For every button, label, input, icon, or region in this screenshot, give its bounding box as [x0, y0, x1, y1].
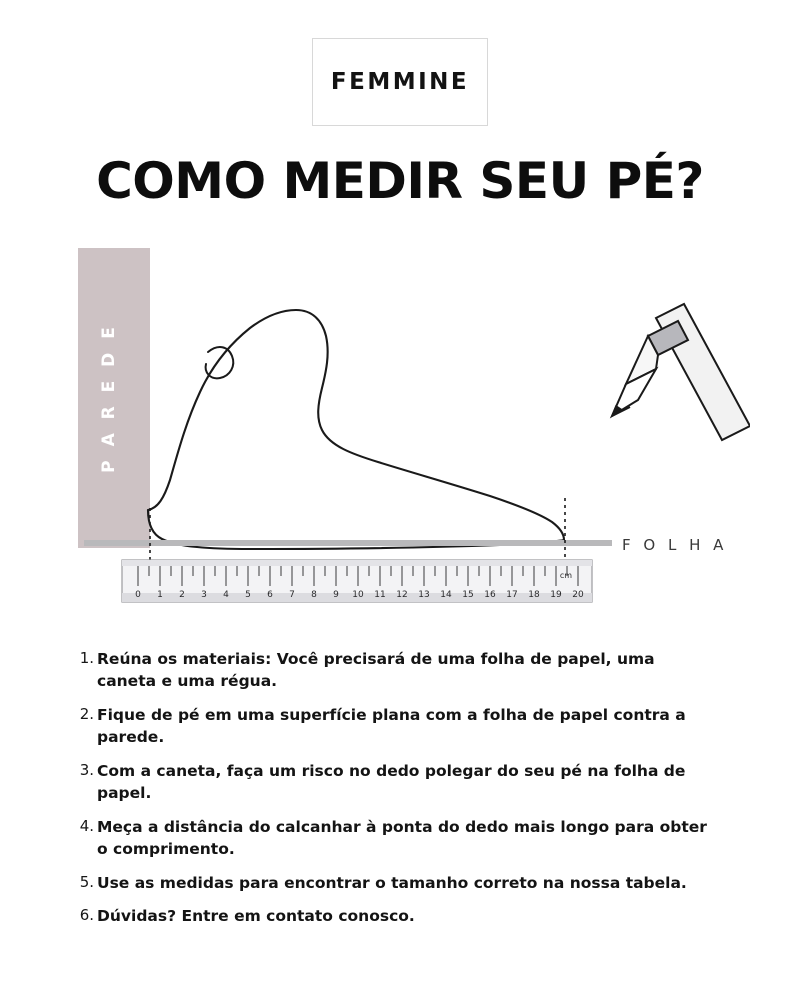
- step-text: Dúvidas? Entre em contato conosco.: [97, 907, 415, 926]
- list-item: [70, 816, 740, 861]
- sheet-line: [84, 540, 612, 546]
- list-item: [70, 760, 740, 805]
- step-text: Use as medidas para encontrar o tamanho correto na nossa tabela.: [97, 873, 687, 892]
- svg-text:3: 3: [201, 590, 207, 600]
- page-title: COMO MEDIR SEU PÉ?: [96, 152, 704, 210]
- foot-top-outline: [148, 310, 564, 540]
- sheet-label: F O L H A: [622, 536, 728, 554]
- step-number: 6.: [79, 906, 94, 925]
- list-item: [70, 872, 740, 894]
- pencil-icon: [612, 304, 750, 440]
- ruler-unit-label: cm: [559, 571, 573, 580]
- svg-text:15: 15: [462, 590, 474, 600]
- ruler-top-edge: [122, 560, 592, 566]
- svg-text:7: 7: [289, 590, 295, 600]
- svg-text:18: 18: [528, 590, 540, 600]
- svg-text:0: 0: [135, 590, 141, 600]
- list-item: [70, 905, 740, 927]
- svg-text:8: 8: [311, 590, 317, 600]
- step-number: 2.: [79, 704, 94, 723]
- svg-text:20: 20: [572, 590, 584, 600]
- svg-text:10: 10: [352, 590, 364, 600]
- svg-text:13: 13: [418, 590, 430, 600]
- list-item: [70, 648, 740, 693]
- svg-text:6: 6: [267, 590, 273, 600]
- foot-measure-diagram: [60, 240, 750, 620]
- step-text: Meça a distância do calcanhar à ponta do dedo mais longo para obter o comprimento.: [97, 817, 707, 859]
- svg-text:16: 16: [484, 590, 496, 600]
- step-text: Fique de pé em uma superfície plana com a folha de papel contra a parede.: [97, 705, 686, 747]
- wall-label: P A R E D E: [99, 323, 119, 473]
- svg-text:9: 9: [333, 590, 339, 600]
- step-text: Com a caneta, faça um risco no dedo polegar do seu pé na folha de papel.: [97, 761, 686, 803]
- svg-text:1: 1: [157, 590, 163, 600]
- svg-text:14: 14: [440, 590, 452, 600]
- svg-text:17: 17: [506, 590, 518, 600]
- step-number: 4.: [79, 816, 94, 835]
- steps-list: [70, 648, 740, 939]
- svg-text:2: 2: [179, 590, 185, 600]
- svg-text:4: 4: [223, 590, 229, 600]
- svg-text:5: 5: [245, 590, 251, 600]
- svg-text:11: 11: [374, 590, 386, 600]
- brand-logo-box: [312, 38, 488, 126]
- ruler-tick-labels: [135, 590, 584, 600]
- step-number: 1.: [79, 649, 94, 667]
- step-number: 3.: [79, 760, 94, 779]
- svg-text:19: 19: [550, 590, 562, 600]
- brand-name: FEMMINE: [330, 69, 470, 95]
- list-item: [70, 704, 740, 749]
- ruler: [122, 560, 592, 602]
- step-number: 5.: [79, 872, 94, 891]
- step-text: Reúna os materiais: Você precisará de uma folha de papel, uma caneta e uma régua.: [97, 650, 655, 691]
- svg-text:12: 12: [396, 590, 408, 600]
